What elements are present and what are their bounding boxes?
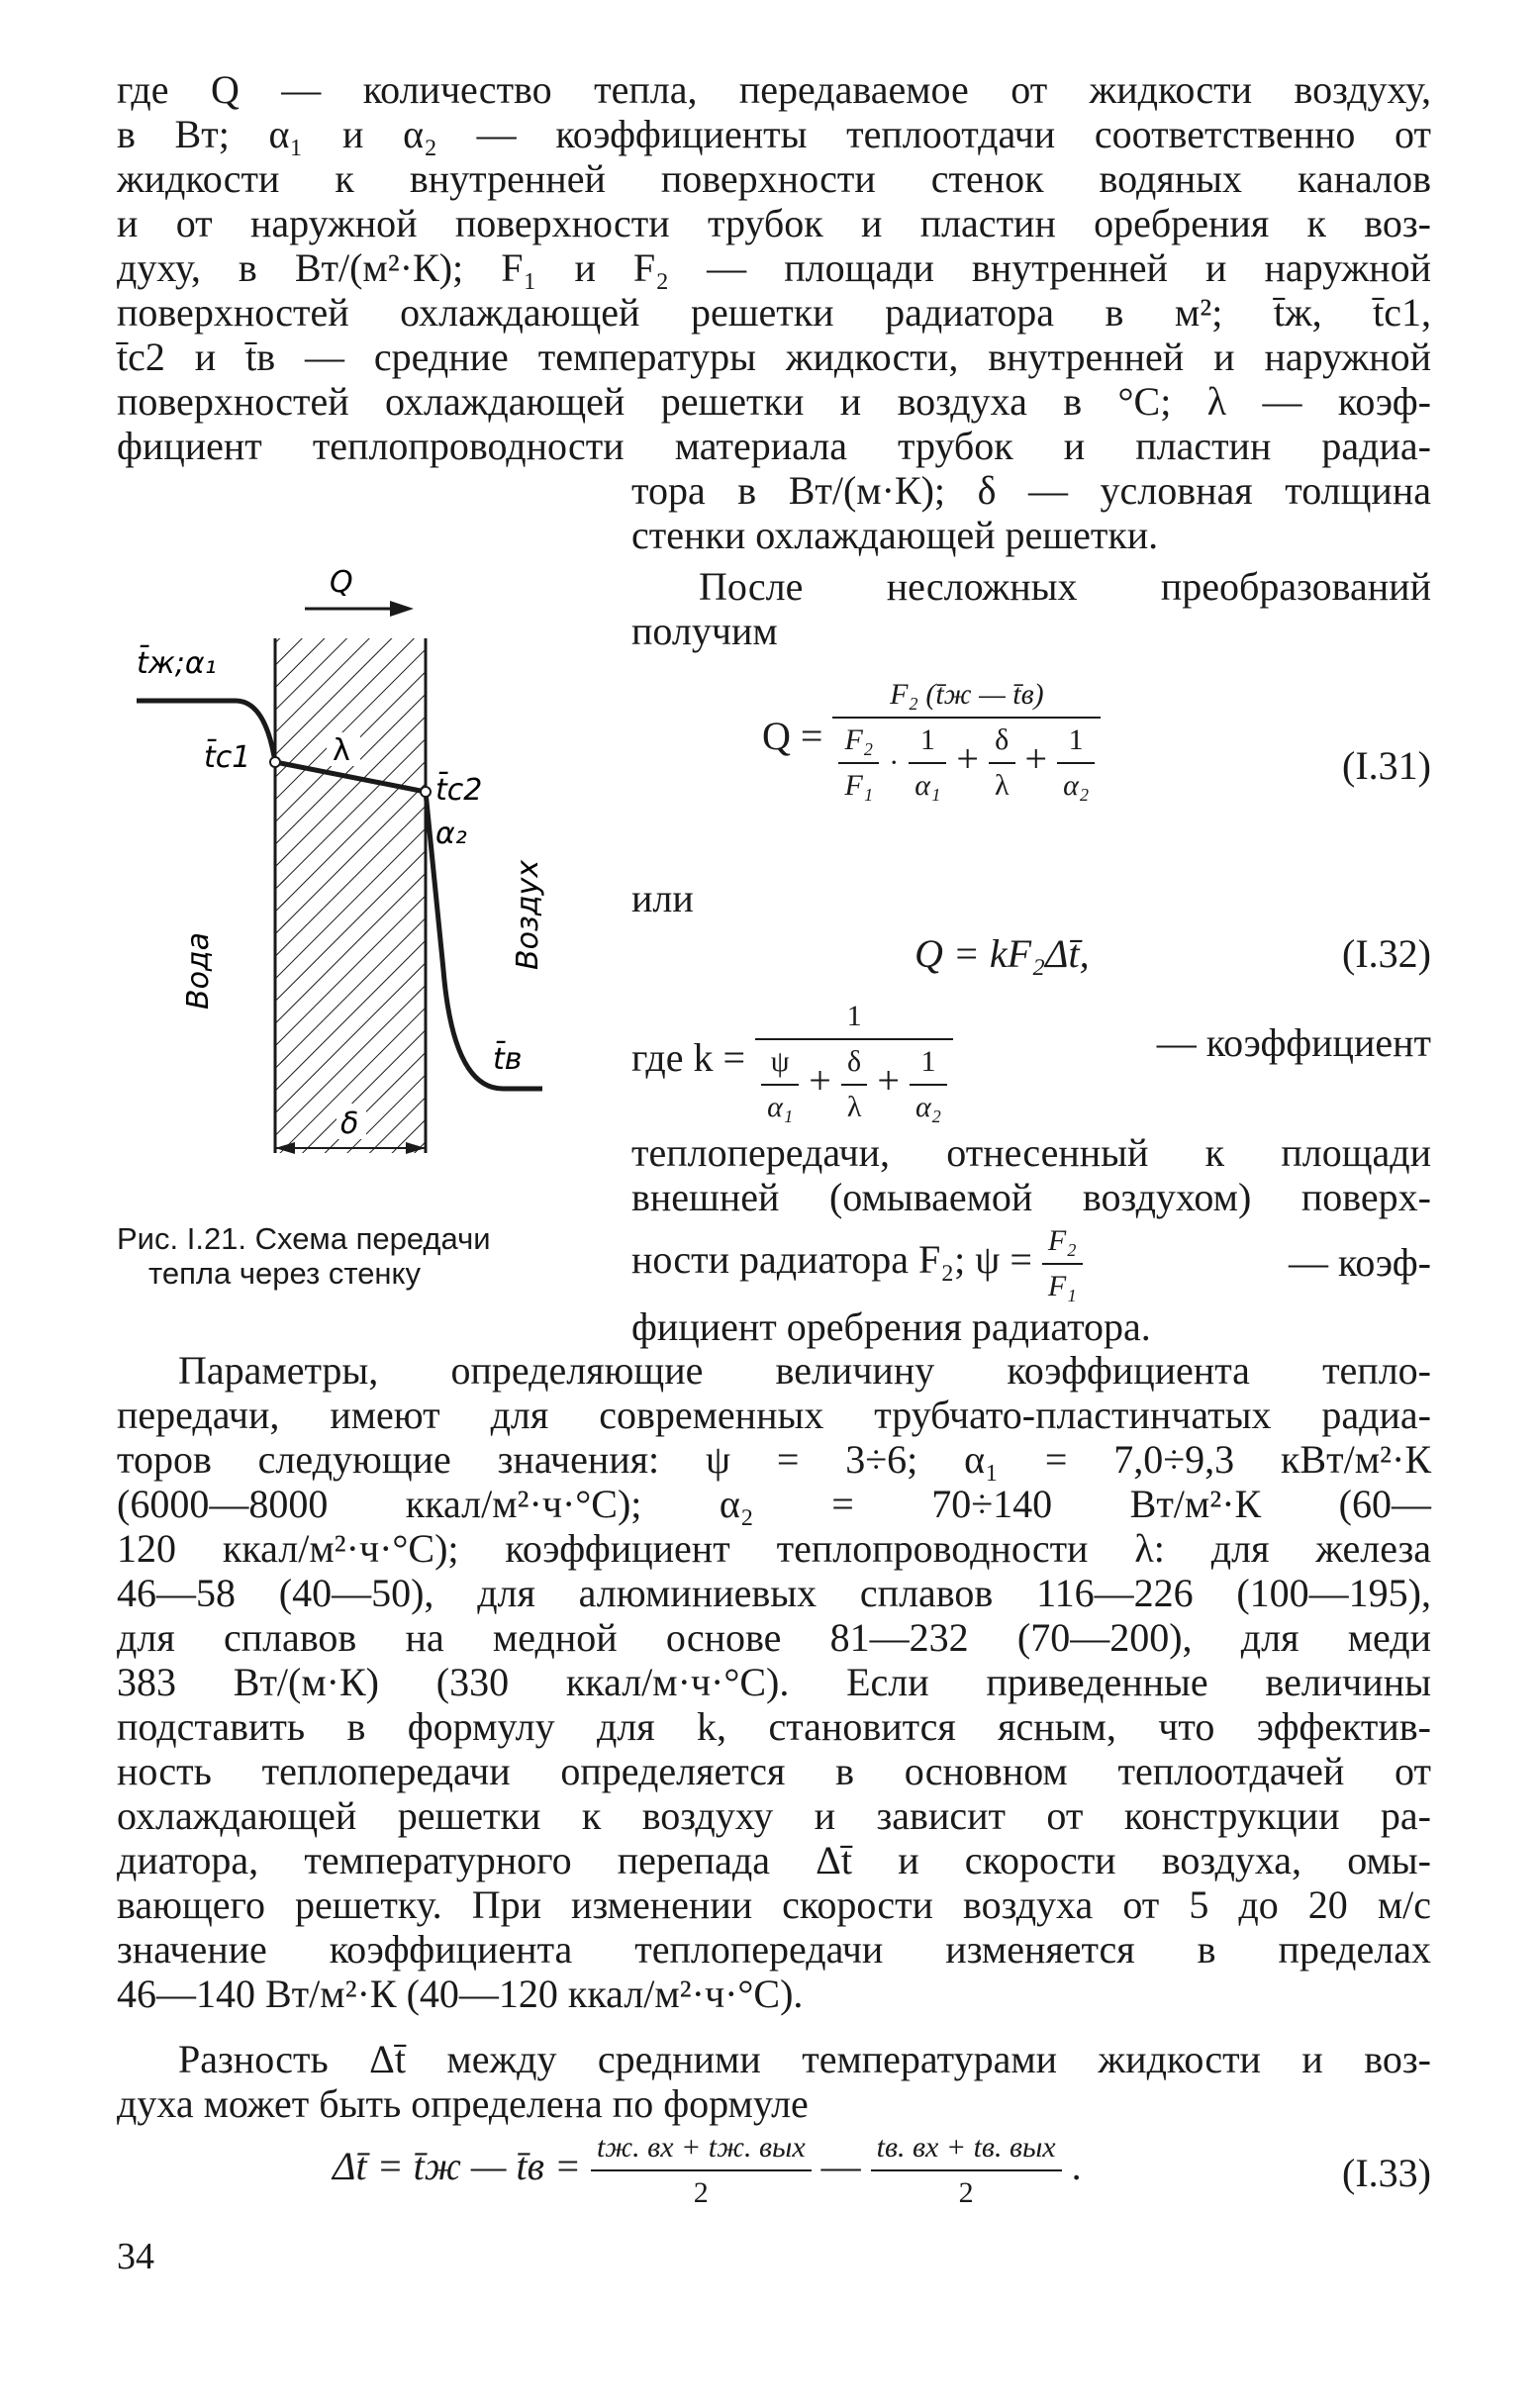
num: 1: [909, 719, 946, 764]
text-line: (6000—8000 ккал/м²·ч·°С); α₂ = 70÷140 Вт/м²·К (60—: [117, 1482, 1431, 1526]
label-alpha2: α₂: [435, 817, 467, 851]
text-line: — коэф-: [1288, 1240, 1431, 1285]
equation-label: (I.31): [1342, 743, 1431, 788]
arrow-icon: [390, 601, 414, 617]
formula-lhs: Δt̄ = t̄ж — t̄в =: [333, 2144, 581, 2189]
text-line: теплопередачи, отнесенный к площади: [631, 1130, 1431, 1175]
formula-i32: Q = kF₂Δt̄,: [914, 931, 1090, 976]
formula-i31: [762, 673, 1101, 808]
num: F₂: [1042, 1219, 1083, 1265]
fraction: [838, 719, 879, 808]
label-vozdukh: Воздух: [511, 859, 545, 970]
text-line: 46—58 (40—50), для алюминиевых сплавов 116—226 (100—195),: [117, 1571, 1431, 1615]
label-tzh-alpha: t̄ж;α₁: [137, 646, 217, 681]
fraction: [871, 2126, 1062, 2215]
k-fraction: [755, 995, 953, 1129]
psi-fraction: [1042, 1219, 1083, 1308]
fraction: [841, 1040, 868, 1129]
num: δ: [989, 719, 1015, 764]
plus: +: [956, 736, 979, 782]
den: α₁: [914, 769, 941, 802]
num: δ: [841, 1040, 868, 1086]
label-lambda: λ: [333, 733, 350, 768]
text-line: — коэффициент: [1156, 1020, 1431, 1065]
fraction: [761, 1040, 799, 1129]
text-line: фициент оребрения радиатора.: [631, 1304, 1151, 1349]
text-line: поверхностей охлаждающей решетки радиатора в м²; t̄ж, t̄с1,: [117, 290, 1431, 335]
text-line: в Вт; α₁ и α₂ — коэффициенты теплоотдачи соответственно от: [117, 112, 1431, 156]
text-line: тора в Вт/(м·К); δ — условная толщина: [631, 468, 1431, 513]
text-line: торов следующие значения: ψ = 3÷6; α₁ = 7,0÷9,3 кВт/м²·К: [117, 1437, 1431, 1482]
text-line: вающего решетку. При изменении скорости воздуха от 5 до 20 м/с: [117, 1882, 1431, 1927]
fraction: [909, 719, 946, 808]
den: λ: [846, 1091, 862, 1123]
text-line: Разность Δt̄ между средними температурами жидкости и воз-: [178, 2037, 1431, 2081]
text-line: и от наружной поверхности трубок и пластин оребрения к воз-: [117, 201, 1431, 245]
text-line: подставить в формулу для k, становится ясным, что эффектив-: [117, 1704, 1431, 1749]
label-tc1: t̄с1: [204, 740, 251, 775]
text-line: внешней (омываемой воздухом) поверх-: [631, 1175, 1431, 1219]
fraction-numerator: 1: [755, 995, 953, 1040]
text-line: духу, в Вт/(м²·К); F₁ и F₂ — площади внутренней и наружной: [117, 245, 1431, 290]
wall-hatch: [275, 638, 426, 1153]
text-line: получим: [631, 609, 778, 653]
fraction: [1057, 719, 1095, 808]
text-line: 120 ккал/м²·ч·°С); коэффициент теплопроводности λ: для железа: [117, 1526, 1431, 1571]
text-line: для сплавов на медной основе 81—232 (70—200), для меди: [117, 1615, 1431, 1660]
formula-k: [631, 995, 953, 1129]
text-line: передачи, имеют для современных трубчато-пластинчатых радиа-: [117, 1393, 1431, 1437]
figure-caption-line: Рис. I.21. Схема передачи: [117, 1221, 491, 1256]
psi-line: [631, 1219, 1083, 1308]
equation-label: (I.32): [1342, 931, 1431, 976]
page-number: 34: [117, 2236, 154, 2277]
den: F₁: [1047, 1270, 1077, 1302]
num: 1: [1057, 719, 1095, 764]
formula-i33: [333, 2126, 1082, 2215]
text-line: поверхностей охлаждающей решетки и воздуха в °С; λ — коэф-: [117, 379, 1431, 424]
den: α₁: [767, 1091, 794, 1123]
text-line: стенки охлаждающей решетки.: [631, 513, 1159, 557]
text-line: где k =: [631, 1035, 746, 1081]
fraction: [989, 719, 1015, 808]
figure-heat-transfer-wall: [117, 554, 612, 1198]
text-line: t̄с2 и t̄в — средние температуры жидкости, внутренней и наружной: [117, 335, 1431, 379]
text-line: или: [631, 876, 694, 920]
den: 2: [693, 2176, 709, 2209]
num: 1: [910, 1040, 947, 1086]
num: ψ: [761, 1040, 799, 1086]
den: α₂: [1063, 769, 1090, 802]
text-line: ности радиатора F₂; ψ =: [631, 1237, 1032, 1283]
label-q: Q: [330, 565, 353, 600]
text-line: значение коэффициента теплопередачи изменяется в пределах: [117, 1927, 1431, 1972]
point-tc2: [421, 787, 431, 797]
label-voda: Вода: [181, 931, 216, 1010]
fraction: [591, 2126, 812, 2215]
den: F₁: [844, 769, 874, 802]
text-line: Параметры, определяющие величину коэффициента тепло-: [178, 1348, 1431, 1393]
num: F₂: [838, 719, 879, 764]
fraction-denominator: [832, 719, 1101, 808]
plus: +: [809, 1058, 831, 1104]
main-fraction: [832, 673, 1101, 808]
label-tc2: t̄с2: [435, 773, 483, 808]
fraction-denominator: [755, 1040, 953, 1129]
text-line: охлаждающей решетки к воздуху и зависит от конструкции ра-: [117, 1793, 1431, 1838]
dot: ·: [889, 746, 900, 780]
num: tв. вх + tв. вых: [871, 2126, 1062, 2171]
num: tж. вх + tж. вых: [591, 2126, 812, 2171]
den: α₂: [914, 1091, 942, 1123]
label-delta: δ: [340, 1107, 359, 1141]
fraction-numerator: F₂ (t̄ж — t̄в): [832, 673, 1101, 719]
den: 2: [958, 2176, 974, 2209]
text-line: диатора, температурного перепада Δt̄ и скорости воздуха, омы-: [117, 1838, 1431, 1882]
plus: +: [877, 1058, 900, 1104]
plus: +: [1024, 736, 1048, 782]
text-line: жидкости к внутренней поверхности стенок водяных каналов: [117, 156, 1431, 201]
point-tc1: [270, 757, 280, 767]
formula-lhs: Q =: [762, 714, 823, 759]
text-line: 46—140 Вт/м²·К (40—120 ккал/м²·ч·°С).: [117, 1972, 804, 2016]
fraction: [910, 1040, 947, 1129]
equation-label: (I.33): [1342, 2151, 1431, 2195]
label-tv: t̄в: [493, 1042, 523, 1077]
text-line: духа может быть определена по формуле: [117, 2081, 809, 2126]
den: λ: [994, 769, 1010, 802]
minus: —: [820, 2144, 861, 2189]
figure-caption-line: тепла через стенку: [148, 1256, 421, 1291]
period: .: [1071, 2144, 1082, 2189]
text-line: где Q — количество тепла, передаваемое от жидкости воздуху,: [117, 67, 1431, 112]
text-line: После несложных преобразований: [699, 564, 1431, 609]
text-line: 383 Вт/(м·К) (330 ккал/м·ч·°С). Если приведенные величины: [117, 1660, 1431, 1704]
text-line: ность теплопередачи определяется в основном теплоотдачей от: [117, 1749, 1431, 1793]
text-line: фициент теплопроводности материала трубок и пластин радиа-: [117, 424, 1431, 468]
